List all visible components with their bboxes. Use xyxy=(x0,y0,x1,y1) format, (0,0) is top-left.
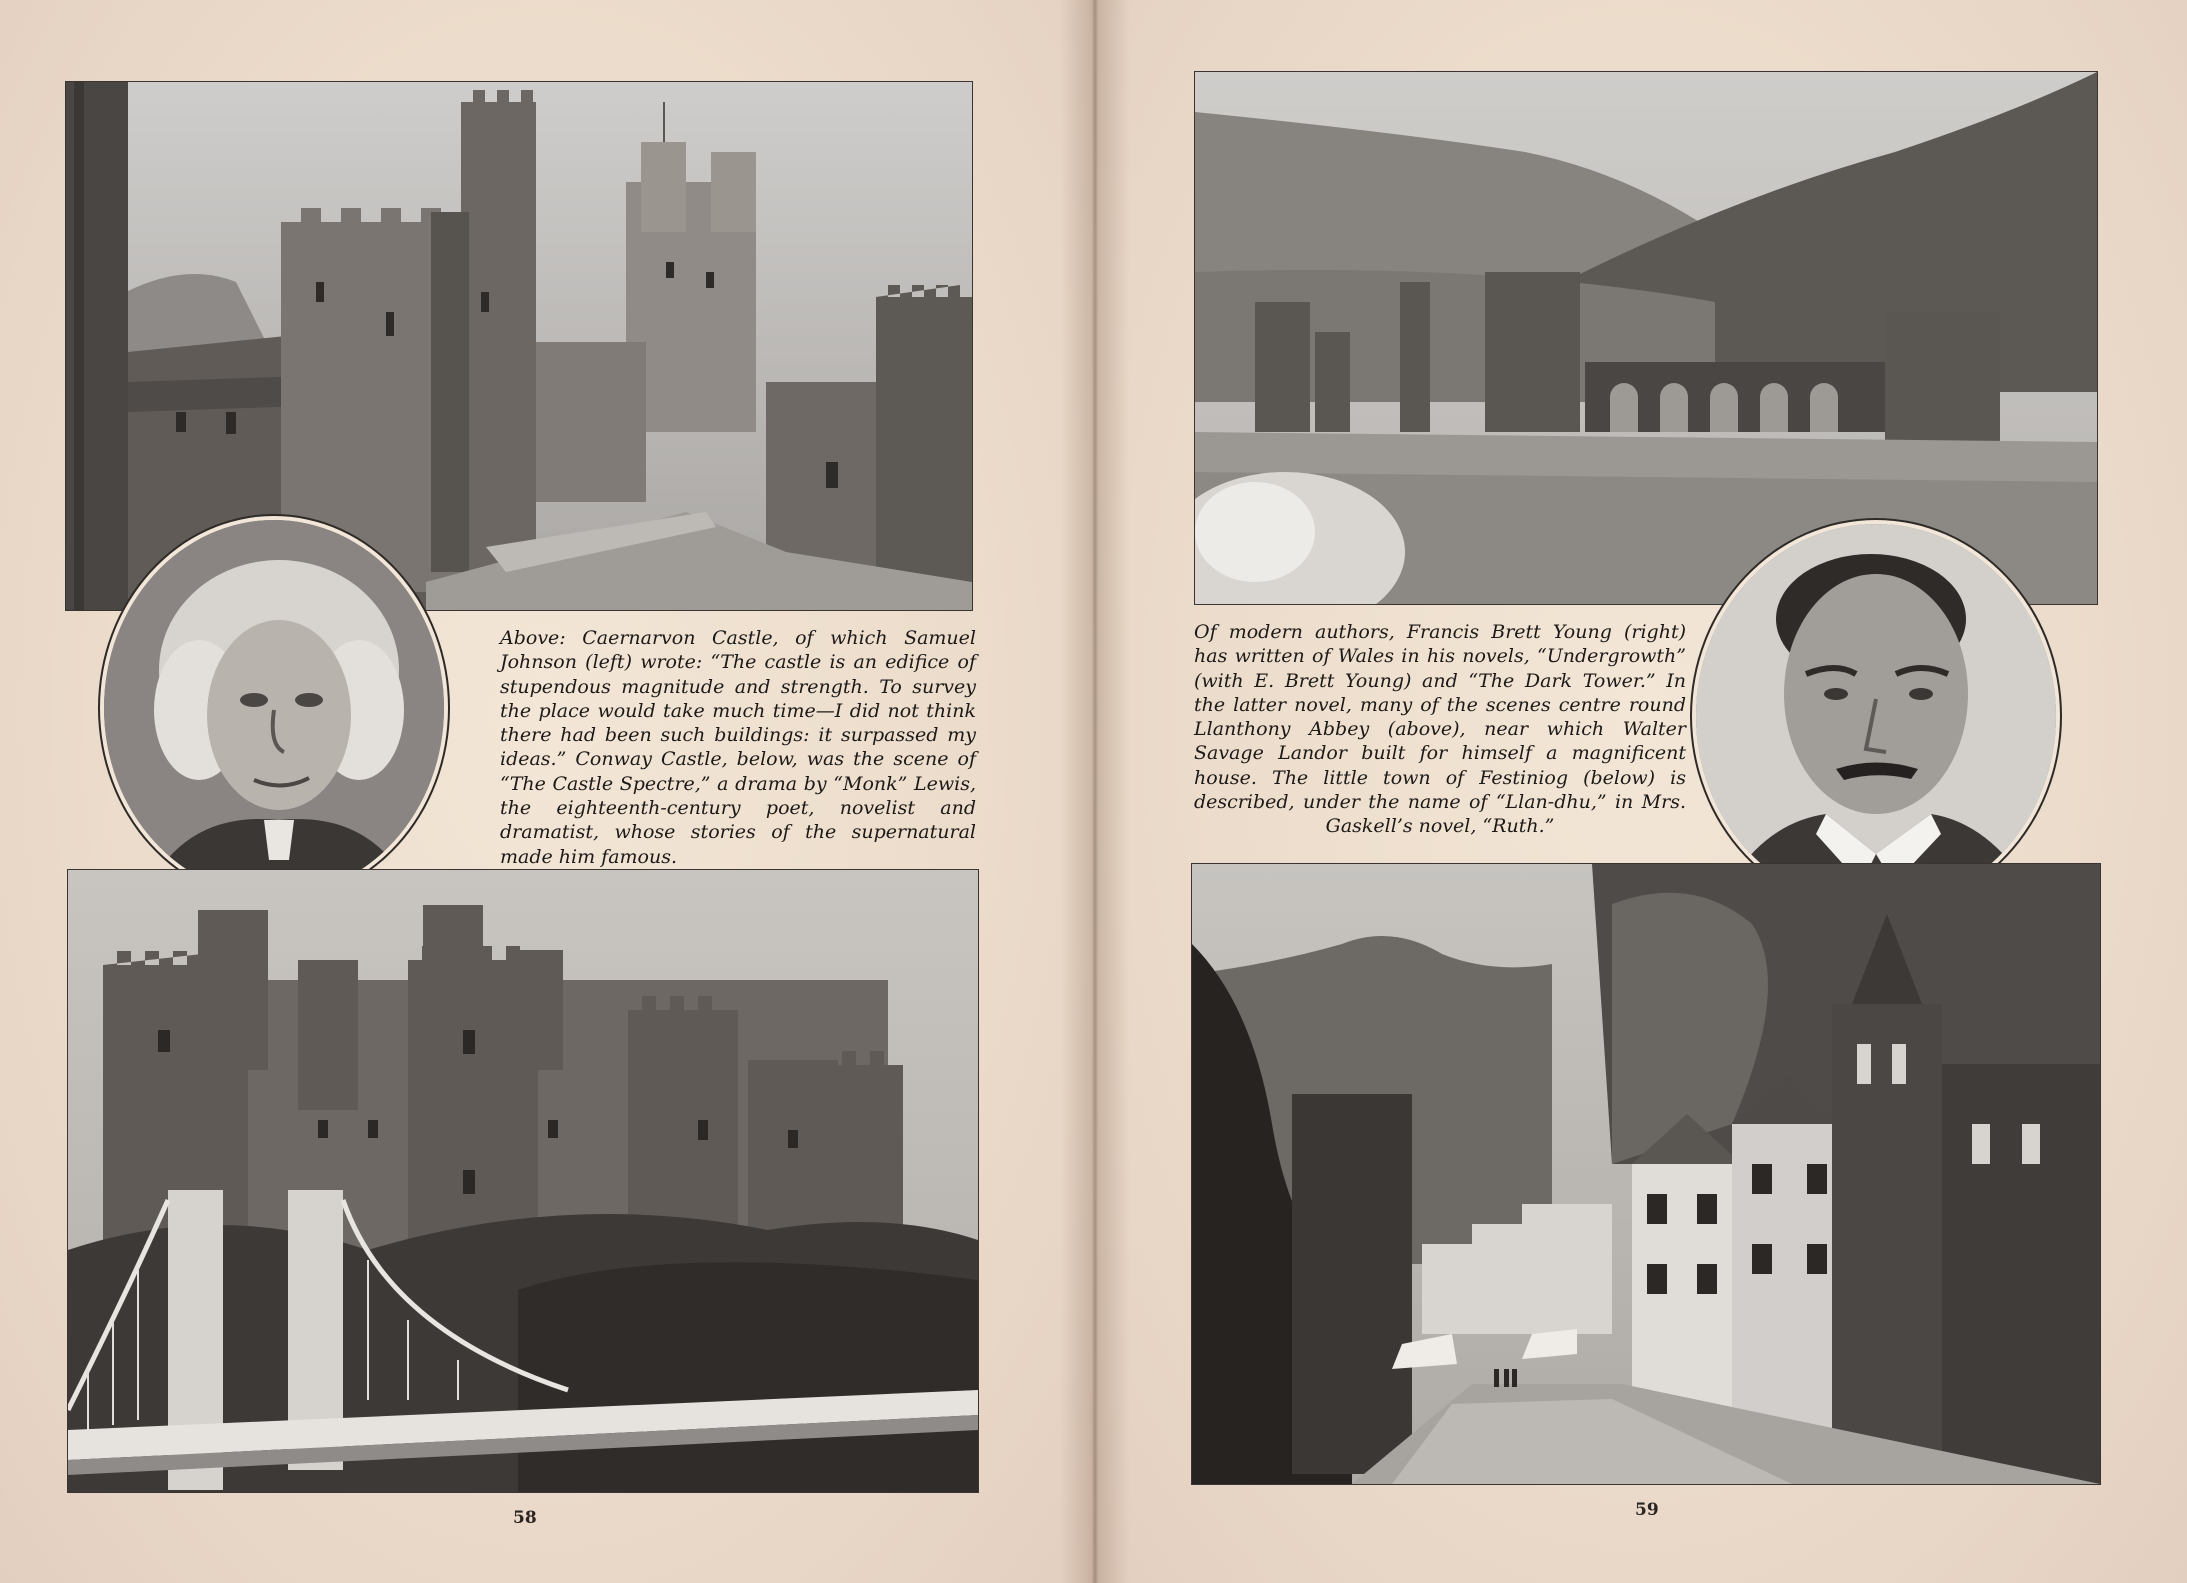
llanthony-abbey-photo xyxy=(1195,72,2097,604)
caernarvon-castle-photo xyxy=(66,82,972,610)
left-page-number: 58 xyxy=(513,1508,537,1528)
right-caption: Of modern authors, Francis Brett Young (right) has written of Wales in his novels, “Undergrowth” (with E. Brett Young) and “The Dark Tower.” In the latter novel, many of the scenes centre round Llanthony Abbey (above), near which Walter Savage Landor built for himself a magnificent house. The little town of Festiniog (below) is described, under the name of “Llan-dhu,” in Mrs. Gaskell’s novel, “Ruth.” xyxy=(1194,621,1686,838)
conway-castle-photo xyxy=(68,870,978,1492)
left-page xyxy=(0,0,1092,1583)
francis-brett-young-portrait xyxy=(1692,520,2060,912)
festiniog-street-photo xyxy=(1192,864,2100,1484)
right-page xyxy=(1092,0,2187,1583)
left-caption: Above: Caernarvon Castle, of which Samuel Johnson (left) wrote: “The castle is an edifice of stupendous magnitude and strength. To survey the place would take much time—I did not think there had been such buildings: it surpassed my ideas.” Conway Castle, below, was the scene of “The Castle Spectre,” a drama by “Monk” Lewis, the eighteenth-century poet, novelist and dramatist, whose stories of the supernatural made him famous. xyxy=(500,627,976,868)
book-gutter xyxy=(1060,0,1130,1583)
samuel-johnson-portrait xyxy=(100,516,448,900)
right-page-number: 59 xyxy=(1635,1500,1659,1520)
